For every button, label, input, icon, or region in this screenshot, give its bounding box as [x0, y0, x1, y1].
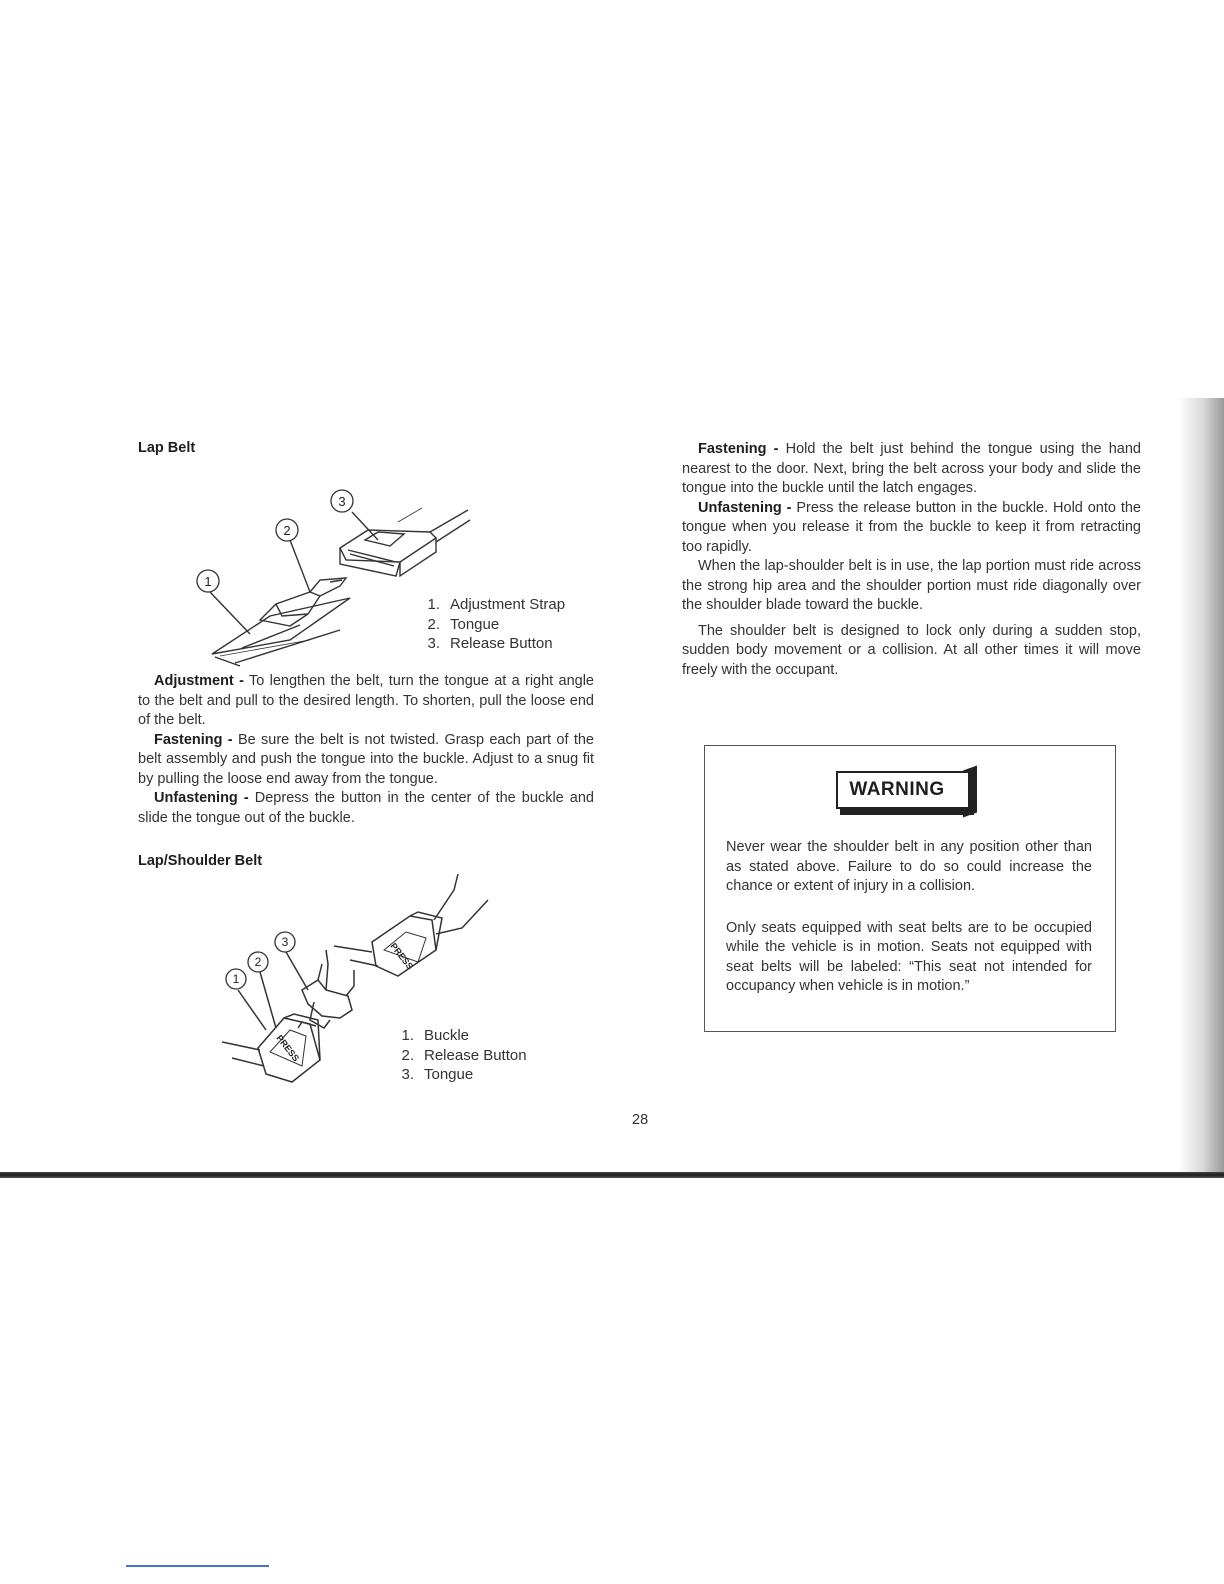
unfastening-paragraph: Unfastening - Depress the button in the center of the buckle and slide the tongue out of the buckle.: [138, 790, 594, 826]
underline-mark: [126, 1565, 269, 1567]
warning-paragraph-1: Never wear the shoulder belt in any position other than as stated above. Failure to do so could increase the chance or extent of injury in a collision.: [726, 839, 1092, 894]
unfastening-paragraph: Unfastening - Press the release button in the buckle. Hold onto the tongue when you release it from the buckle to keep it from retracting too rapidly.: [682, 499, 1141, 555]
page-gutter-shadow: [1178, 398, 1224, 1178]
press-label: PRESS: [274, 1033, 302, 1064]
lap-belt-heading: Lap Belt: [138, 440, 196, 456]
fastening-paragraph: Fastening - Hold the belt just behind the tongue using the hand nearest to the door. Next, bring the belt across your body and slide the tongue into the buckle until the latch engages.: [682, 441, 1141, 496]
legend-item: 2. Tongue: [427, 615, 500, 633]
lock-paragraph: The shoulder belt is designed to lock only during a sudden stop, sudden body movement or a collision. At all other times it will move freely with the occupant.: [682, 622, 1141, 678]
callout-2: 2: [283, 523, 291, 538]
legend-item: 3. Tongue: [401, 1066, 474, 1083]
callout-1: 1: [232, 972, 240, 986]
warning-text: [726, 838, 1092, 997]
press-label: PRESS: [388, 941, 416, 972]
lap-shoulder-belt-legend: [386, 1026, 527, 1085]
page-bottom-edge: [0, 1172, 1224, 1178]
lap-portion-paragraph: When the lap-shoulder belt is in use, the lap portion must ride across the strong hip area and the shoulder portion must ride diagonally over the shoulder blade toward the buckle.: [682, 558, 1141, 613]
callout-3: 3: [281, 935, 289, 949]
lap-belt-instructions: [138, 672, 594, 828]
legend-item: 1. Buckle: [401, 1027, 470, 1044]
adjustment-paragraph: Adjustment - To lengthen the belt, turn the tongue at a right angle to the belt and pull to the desired length. To shorten, pull the loose end of the belt.: [138, 673, 595, 728]
callout-1: 1: [204, 574, 212, 589]
fastening-paragraph: Fastening - Be sure the belt is not twisted. Grasp each part of the belt assembly and push the tongue into the buckle. Adjust to a snug fit by pulling the loose end away from the tongue.: [138, 731, 594, 787]
lap-shoulder-belt-heading: Lap/Shoulder Belt: [138, 853, 263, 869]
page-number: 28: [632, 1112, 649, 1128]
legend-item: 1. Adjustment Strap: [427, 596, 566, 613]
lap-belt-legend: [412, 595, 565, 654]
warning-label: WARNING: [836, 771, 970, 809]
callout-2: 2: [254, 955, 262, 969]
callout-3: 3: [338, 494, 346, 509]
legend-item: 2. Release Button: [401, 1046, 527, 1064]
lap-shoulder-instructions: [682, 440, 1141, 680]
legend-item: 3. Release Button: [427, 635, 553, 652]
warning-paragraph-2: Only seats equipped with seat belts are to be occupied while the vehicle is in motion. Seats not equipped with seat belts will be labeled: “This seat not intended for occupancy when vehicle is in motion.”: [726, 919, 1092, 994]
